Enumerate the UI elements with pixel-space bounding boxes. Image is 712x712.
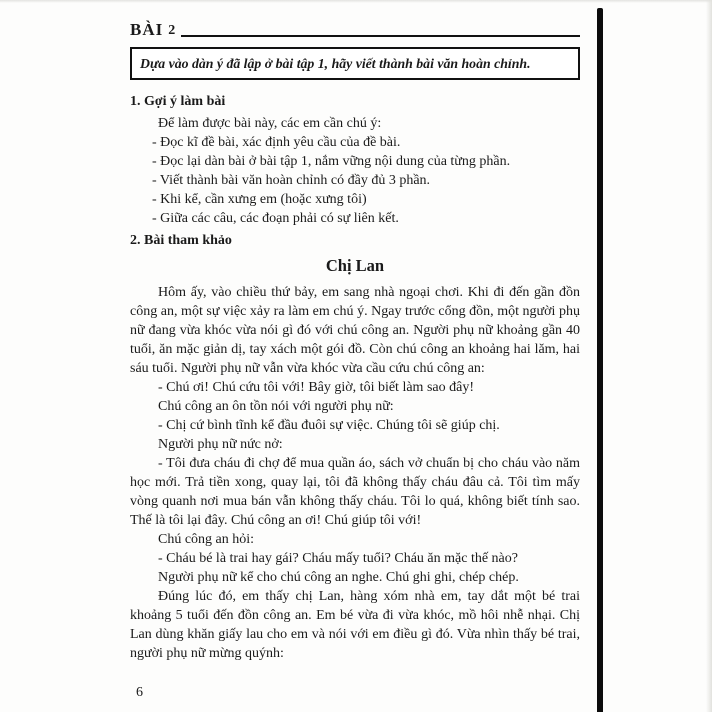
- story-paragraph: Người phụ nữ nức nở:: [158, 437, 283, 452]
- story-paragraph: Chú công an ôn tồn nói với người phụ nữ:: [158, 399, 394, 414]
- story-dialogue: - Tôi đưa cháu đi chợ để mua quần áo, sách vở chuẩn bị cho cháu vào năm học mới. Trả tiền xong, quay lại, tôi đã không thấy cháu đâu cả. Tôi tìm mấy vòng quanh nơi mua bán vẫn không thấy cháu. Tôi lo quá, không biết tính sao. Thế là tôi lại đây. Chú công an ơi! Chú giúp tôi với!: [130, 456, 580, 528]
- task-instruction-text: Dựa vào dàn ý đã lập ở bài tập 1, hãy viết thành bài văn hoàn chỉnh.: [140, 56, 531, 71]
- story-dialogue: - Chị cứ bình tĩnh kể đầu đuôi sự việc. Chúng tôi sẽ giúp chị.: [158, 418, 500, 433]
- story-dialogue: - Cháu bé là trai hay gái? Cháu mấy tuổi? Cháu ăn mặc thế nào?: [158, 551, 518, 566]
- story-paragraph: Đúng lúc đó, em thấy chị Lan, hàng xóm nhà em, tay dắt một bé trai khoảng 5 tuổi đến đồn công an. Em bé vừa đi vừa khóc, mồ hôi nhễ nhại. Chị Lan dùng khăn giấy lau cho em và nói với em điều gì đó. Vừa nhìn thấy bé trai, người phụ nữ mừng quýnh:: [130, 589, 580, 661]
- page-number: 6: [136, 685, 143, 700]
- story-paragraph: Hôm ấy, vào chiều thứ bảy, em sang nhà ngoại chơi. Khi đi đến gần đồn công an, một sự việc xảy ra làm em chú ý. Ngay trước cổng đồn, một người phụ nữ đang vừa khóc vừa nói gì đó với chú công an. Người phụ nữ khoảng gần 40 tuổi, ăn mặc giản dị, tay xách một gói đồ. Còn chú công an khoảng hai lăm, hai sáu tuổi. Người phụ nữ vẫn vừa khóc vừa cầu cứu chú công an:: [130, 285, 580, 376]
- task-instruction-box: [130, 47, 580, 80]
- lesson-header: [130, 16, 580, 40]
- lesson-label: BÀI: [130, 20, 164, 39]
- story-paragraph: Người phụ nữ kể cho chú công an nghe. Chú ghi ghi, chép chép.: [158, 570, 519, 585]
- guide-tip: - Đọc lại dàn bài ở bài tập 1, nắm vững nội dung của từng phần.: [152, 154, 511, 169]
- header-rule: [181, 35, 580, 37]
- story-paragraph: Chú công an hỏi:: [158, 532, 255, 547]
- guide-tip: - Viết thành bài văn hoàn chỉnh có đầy đủ 3 phần.: [152, 173, 431, 188]
- story-title: Chị Lan: [325, 256, 385, 275]
- story-dialogue: - Chú ơi! Chú cứu tôi với! Bây giờ, tôi biết làm sao đây!: [158, 380, 474, 395]
- guide-intro: Để làm được bài này, các em cần chú ý:: [158, 116, 382, 131]
- reference-section-title: 2. Bài tham khảo: [130, 233, 232, 248]
- guide-tip: - Đọc kĩ đề bài, xác định yêu cầu của đề bài.: [152, 135, 401, 150]
- guide-tip: - Khi kể, cần xưng em (hoặc xưng tôi): [152, 192, 367, 207]
- guide-tip: - Giữa các câu, các đoạn phải có sự liên kết.: [152, 211, 399, 226]
- guide-section-title: 1. Gợi ý làm bài: [130, 94, 226, 109]
- lesson-number: 2: [168, 23, 176, 38]
